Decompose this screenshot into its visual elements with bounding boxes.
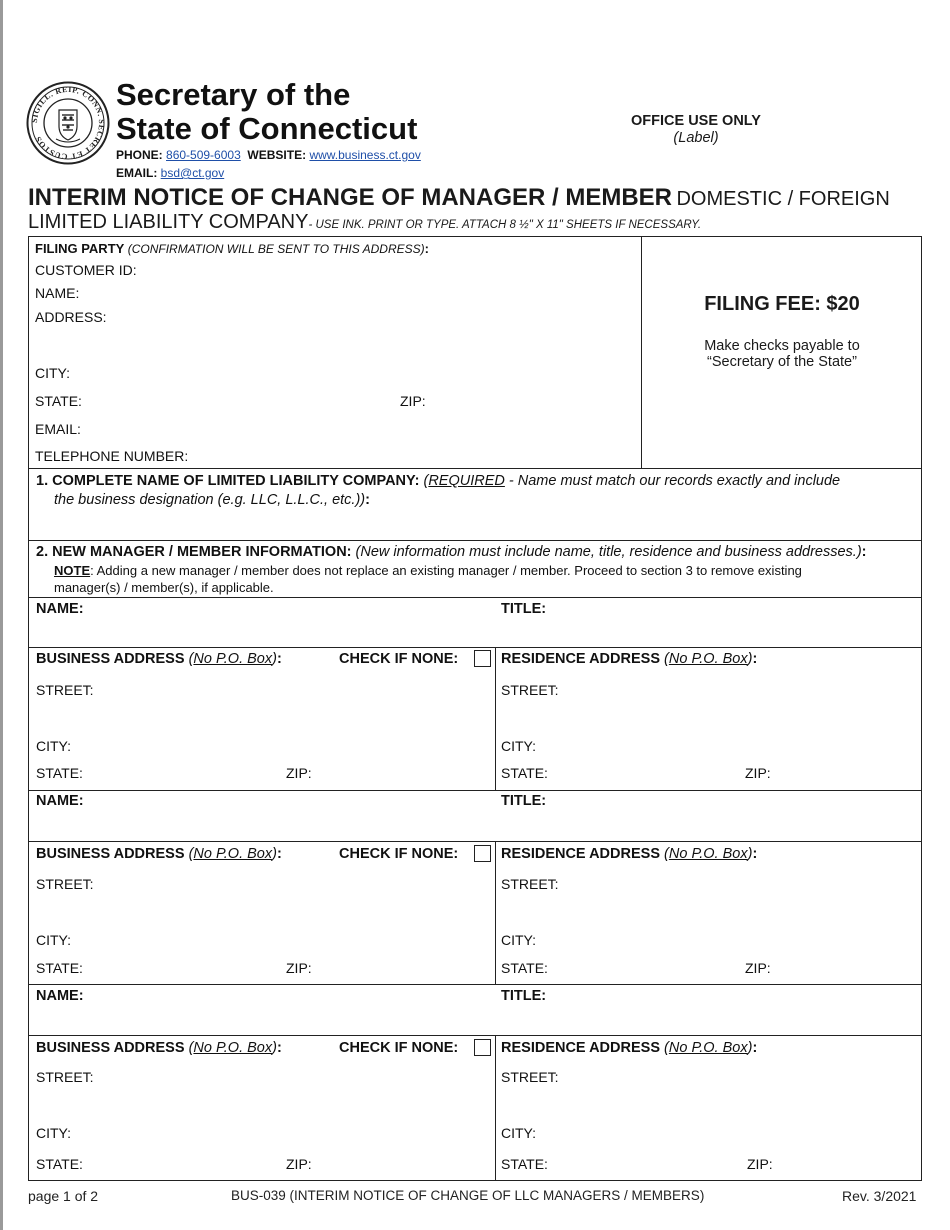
check-if-none-checkbox[interactable] bbox=[474, 845, 491, 862]
seal-text: SIGILL. REIP. CONN. SECRET ET CUSTOS bbox=[29, 84, 107, 162]
divider bbox=[28, 468, 922, 469]
business-address-heading: BUSINESS ADDRESS (No P.O. Box): bbox=[36, 651, 282, 667]
state-seal-icon bbox=[26, 81, 110, 165]
manager-title-field[interactable]: TITLE: bbox=[501, 793, 547, 809]
business-zip-field[interactable]: ZIP: bbox=[286, 1156, 312, 1172]
section-1-text: - Name must match our records exactly and include bbox=[504, 473, 841, 489]
section-1-title: 1. COMPLETE NAME OF LIMITED LIABILITY COMPANY: bbox=[36, 473, 420, 489]
check-if-none-label: CHECK IF NONE: bbox=[339, 846, 459, 862]
no-po-box-note: No P.O. Box bbox=[193, 1040, 273, 1056]
page-edge bbox=[0, 0, 3, 1230]
residence-street-field[interactable]: STREET: bbox=[501, 876, 559, 892]
residence-address-label: RESIDENCE ADDRESS bbox=[501, 846, 660, 862]
residence-street-field[interactable]: STREET: bbox=[501, 1069, 559, 1085]
section-2-heading bbox=[36, 543, 916, 596]
email-link[interactable]: bsd@ct.gov bbox=[160, 166, 225, 180]
business-state-field[interactable]: STATE: bbox=[36, 1156, 83, 1172]
note-text-2: manager(s) / member(s), if applicable. bbox=[54, 580, 274, 595]
check-if-none-checkbox[interactable] bbox=[474, 1039, 491, 1056]
filing-address-field[interactable]: ADDRESS: bbox=[35, 309, 107, 325]
divider bbox=[28, 540, 922, 541]
section-2-colon: : bbox=[861, 544, 867, 560]
section-1-heading: 1. COMPLETE NAME OF LIMITED LIABILITY COMPANY: (REQUIRED - Name must match our records exactly and include the business designation (e.g. LLC, L.L.C., etc.)): bbox=[36, 473, 841, 508]
business-state-field[interactable]: STATE: bbox=[36, 960, 83, 976]
no-po-box-note: No P.O. Box bbox=[668, 651, 748, 667]
residence-city-field[interactable]: CITY: bbox=[501, 932, 537, 948]
filing-name-field[interactable]: NAME: bbox=[35, 285, 80, 301]
filing-telephone-field[interactable]: TELEPHONE NUMBER: bbox=[35, 448, 189, 464]
section-1-colon: : bbox=[365, 492, 370, 508]
page-number: page 1 of 2 bbox=[28, 1188, 99, 1204]
residence-zip-field[interactable]: ZIP: bbox=[747, 1156, 773, 1172]
residence-state-field[interactable]: STATE: bbox=[501, 960, 548, 976]
residence-address-label: RESIDENCE ADDRESS bbox=[501, 651, 660, 667]
form-title bbox=[28, 184, 890, 212]
residence-state-field[interactable]: STATE: bbox=[501, 1156, 548, 1172]
office-label-note: (Label) bbox=[673, 130, 719, 146]
fee-note-line-2: “Secretary of the State” bbox=[707, 354, 857, 370]
business-street-field[interactable]: STREET: bbox=[36, 876, 94, 892]
business-address-heading: BUSINESS ADDRESS (No P.O. Box): bbox=[36, 846, 282, 862]
business-state-field[interactable]: STATE: bbox=[36, 765, 83, 781]
business-address-label: BUSINESS ADDRESS bbox=[36, 651, 185, 667]
filing-city-field[interactable]: CITY: bbox=[35, 365, 71, 381]
manager-name-field[interactable]: NAME: bbox=[36, 601, 84, 617]
no-po-box-note: No P.O. Box bbox=[193, 846, 273, 862]
office-use-box bbox=[610, 113, 782, 147]
note-label: NOTE bbox=[54, 563, 91, 578]
check-if-none-label: CHECK IF NONE: bbox=[339, 1040, 459, 1056]
residence-state-field[interactable]: STATE: bbox=[501, 765, 548, 781]
residence-address-heading: RESIDENCE ADDRESS (No P.O. Box): bbox=[501, 1040, 758, 1056]
residence-zip-field[interactable]: ZIP: bbox=[745, 960, 771, 976]
phone-link[interactable]: 860-509-6003 bbox=[166, 148, 241, 162]
email-label: EMAIL: bbox=[116, 166, 158, 180]
residence-address-heading: RESIDENCE ADDRESS (No P.O. Box): bbox=[501, 846, 758, 862]
form-subtitle bbox=[28, 211, 701, 234]
business-street-field[interactable]: STREET: bbox=[36, 682, 94, 698]
no-po-box-note: No P.O. Box bbox=[668, 1040, 748, 1056]
revision-date: Rev. 3/2021 bbox=[842, 1188, 917, 1204]
contact-email bbox=[116, 165, 224, 182]
agency-line-2: State of Connecticut bbox=[116, 111, 418, 146]
customer-id-field[interactable]: CUSTOMER ID: bbox=[35, 262, 137, 278]
website-link[interactable]: www.business.ct.gov bbox=[309, 148, 421, 162]
manager-title-field[interactable]: TITLE: bbox=[501, 601, 547, 617]
check-if-none-checkbox[interactable] bbox=[474, 650, 491, 667]
form-id: BUS-039 (INTERIM NOTICE OF CHANGE OF LLC MANAGERS / MEMBERS) bbox=[231, 1188, 705, 1203]
note-text: : Adding a new manager / member does not replace an existing manager / member. Proceed to section 3 to remove existing bbox=[90, 563, 802, 578]
fee-payable-note bbox=[642, 338, 922, 370]
filing-party-note: (CONFIRMATION WILL BE SENT TO THIS ADDRESS) bbox=[127, 242, 425, 256]
manager-title-field[interactable]: TITLE: bbox=[501, 988, 547, 1004]
business-address-label: BUSINESS ADDRESS bbox=[36, 1040, 185, 1056]
residence-zip-field[interactable]: ZIP: bbox=[745, 765, 771, 781]
divider bbox=[28, 647, 922, 648]
filing-fee: FILING FEE: $20 bbox=[704, 293, 860, 315]
business-address-label: BUSINESS ADDRESS bbox=[36, 846, 185, 862]
residence-city-field[interactable]: CITY: bbox=[501, 738, 537, 754]
website-label: WEBSITE: bbox=[247, 148, 307, 162]
divider bbox=[28, 790, 922, 791]
filing-party-label: FILING PARTY bbox=[35, 241, 125, 256]
office-use-label: OFFICE USE ONLY bbox=[631, 113, 761, 129]
form-instructions: - USE INK. PRINT OR TYPE. ATTACH 8 ½" X 11" SHEETS IF NECESSARY. bbox=[308, 219, 702, 231]
divider bbox=[495, 841, 496, 984]
form-title-suffix: DOMESTIC / FOREIGN bbox=[676, 188, 890, 210]
section-2-text: (New information must include name, title, residence and business addresses.) bbox=[355, 544, 862, 560]
residence-city-field[interactable]: CITY: bbox=[501, 1125, 537, 1141]
phone-label: PHONE: bbox=[116, 148, 163, 162]
divider bbox=[495, 647, 496, 790]
divider bbox=[28, 1035, 922, 1036]
business-street-field[interactable]: STREET: bbox=[36, 1069, 94, 1085]
divider bbox=[28, 597, 922, 598]
divider bbox=[28, 984, 922, 985]
form-title-main: INTERIM NOTICE OF CHANGE OF MANAGER / MEMBER bbox=[28, 184, 672, 211]
business-city-field[interactable]: CITY: bbox=[36, 1125, 72, 1141]
section-2-title: 2. NEW MANAGER / MEMBER INFORMATION: bbox=[36, 544, 352, 560]
contact-phone-website bbox=[116, 147, 421, 164]
manager-name-field[interactable]: NAME: bbox=[36, 988, 84, 1004]
residence-address-label: RESIDENCE ADDRESS bbox=[501, 1040, 660, 1056]
residence-address-heading: RESIDENCE ADDRESS (No P.O. Box): bbox=[501, 651, 758, 667]
business-zip-field[interactable]: ZIP: bbox=[286, 765, 312, 781]
filing-party-heading bbox=[35, 241, 429, 256]
manager-name-field[interactable]: NAME: bbox=[36, 793, 84, 809]
company-name-input[interactable] bbox=[55, 512, 915, 538]
residence-street-field[interactable]: STREET: bbox=[501, 682, 559, 698]
business-city-field[interactable]: CITY: bbox=[36, 738, 72, 754]
form-subtitle-text: LIMITED LIABILITY COMPANY bbox=[28, 211, 309, 233]
filing-party-colon: : bbox=[424, 241, 429, 256]
no-po-box-note: No P.O. Box bbox=[668, 846, 748, 862]
filing-zip-field[interactable]: ZIP: bbox=[400, 393, 426, 409]
fee-note-line-1: Make checks payable to bbox=[704, 338, 860, 354]
agency-name bbox=[116, 78, 417, 146]
divider bbox=[28, 841, 922, 842]
filing-email-field[interactable]: EMAIL: bbox=[35, 421, 81, 437]
agency-line-1: Secretary of the bbox=[116, 77, 351, 112]
business-address-heading: BUSINESS ADDRESS (No P.O. Box): bbox=[36, 1040, 282, 1056]
required-label: REQUIRED bbox=[428, 473, 505, 489]
check-if-none-label: CHECK IF NONE: bbox=[339, 651, 459, 667]
divider bbox=[495, 1035, 496, 1181]
section-1-text-2: the business designation (e.g. LLC, L.L.C., etc.) bbox=[54, 492, 361, 508]
filing-state-field[interactable]: STATE: bbox=[35, 393, 82, 409]
business-zip-field[interactable]: ZIP: bbox=[286, 960, 312, 976]
no-po-box-note: No P.O. Box bbox=[193, 651, 273, 667]
business-city-field[interactable]: CITY: bbox=[36, 932, 72, 948]
